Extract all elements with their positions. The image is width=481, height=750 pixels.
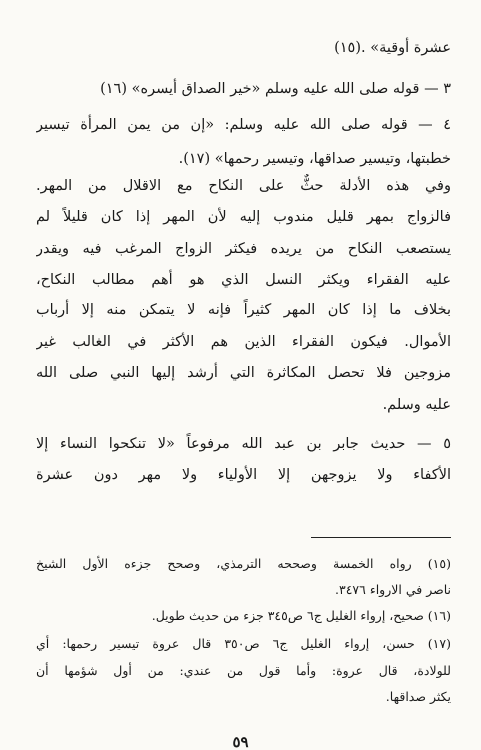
- footnote-line: (١٦) صحيح، إرواء الغليل ج٦ ص٣٤٥ جزء من حديث طويل.: [151, 608, 451, 623]
- text-line: ٤ — قوله صلى الله عليه وسلم: «إن من يمن المرأة تيسير: [36, 117, 451, 133]
- text-line: ٣ — قوله صلى الله عليه وسلم «خير الصداق أيسره» (١٦): [100, 81, 451, 97]
- page-number: ٥٩: [232, 733, 249, 750]
- text-line: يستصعب النكاح من يريده فيكثر الزواج المرغب فيه ويقدر: [36, 241, 451, 257]
- footnote-line: (١٥) رواه الخمسة وصححه الترمذي، وصحح جزءه الأول الشيخ: [36, 556, 451, 571]
- footnote-line: ناصر في الارواء ٣٤٧٦.: [335, 582, 451, 597]
- text-line: الأكفاء ولا يزوجهن إلا الأولياء ولا مهر دون عشرة: [36, 467, 451, 483]
- footnote-divider: [311, 537, 451, 538]
- text-line: خطبتها، وتيسير صداقها، وتيسير رحمها» (١٧).: [178, 151, 451, 167]
- text-line: وفي هذه الأدلة حثٌّ على النكاح مع الاقلال من المهر.: [36, 178, 451, 194]
- text-line: بخلاف ما إذا كان المهر كثيراً فإنه لا يتمكن منه إلا أرباب: [36, 302, 451, 318]
- footnote-line: يكثر صداقها.: [385, 689, 451, 704]
- footnote-line: للولادة، قال عروة: وأما قول من عندي: من أول شؤمها أن: [36, 663, 451, 678]
- footnote-line: (١٧) حسن، إرواء الغليل ج٦ ص٣٥٠ قال عروة تيسير رحمها: أي: [36, 636, 451, 651]
- text-line: عليه وسلم.: [382, 397, 451, 413]
- text-line: الأموال. فيكون الفقراء الذين هم الأكثر في الغالب غير: [36, 334, 451, 350]
- text-line: ٥ — حديث جابر بن عبد الله مرفوعاً «لا تنكحوا النساء إلا: [36, 436, 451, 452]
- text-line: فالزواج بمهر قليل مندوب إليه لأن المهر إذا كان قليلاً لم: [36, 209, 451, 225]
- text-line: مزوجين فلا تحصل المكاثرة التي أرشد إليها النبي صلى الله: [36, 365, 451, 381]
- text-line: عليه الفقراء ويكثر النسل الذي هو أهم مطالب النكاح،: [36, 272, 451, 288]
- text-line: عشرة أوقية» .(١٥): [334, 40, 451, 56]
